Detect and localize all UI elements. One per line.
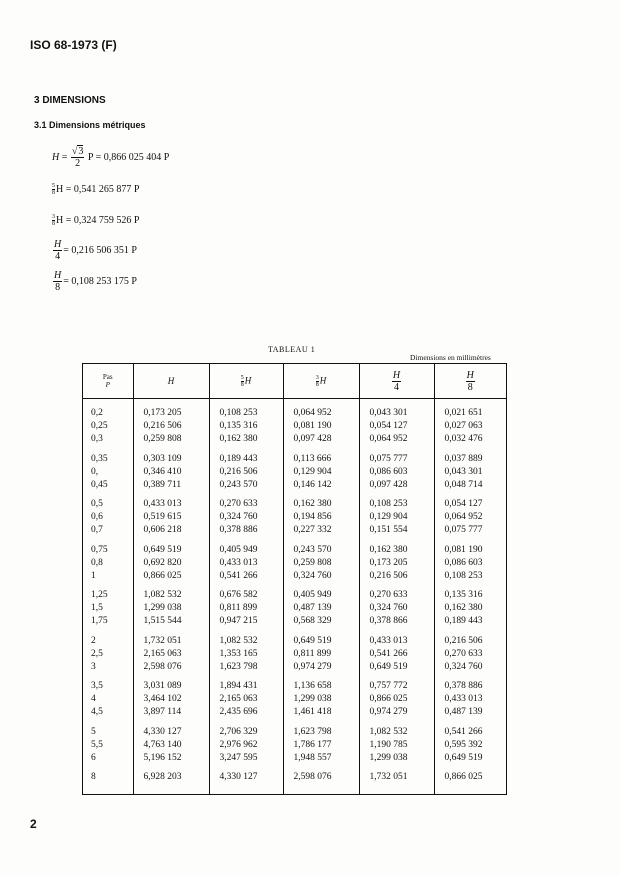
table-cell: 0,189 443 <box>444 616 483 626</box>
table-cell: 0,487 139 <box>293 603 332 613</box>
document-header: ISO 68-1973 (F) <box>30 38 117 52</box>
column-h-over-8 <box>434 399 506 795</box>
table-cell: 0,162 380 <box>369 544 408 555</box>
table-cell: 0,032 476 <box>444 434 483 444</box>
table-cell: 0,108 253 <box>369 499 408 509</box>
table-cell: 0,811 899 <box>293 648 332 659</box>
table-cell: 0,146 142 <box>293 479 332 490</box>
column-3-8-h <box>283 399 359 795</box>
table-cell: 0,259 808 <box>143 434 182 444</box>
header-pas: Pas P <box>83 364 133 399</box>
table-cell: 0,541 266 <box>369 648 408 659</box>
table-cell: 0,811 899 <box>219 603 258 613</box>
table-cell: 0,081 190 <box>444 544 483 555</box>
table-cell: 1,082 532 <box>219 635 258 646</box>
table-cell: 0,189 443 <box>219 453 258 464</box>
formula-rhs: = 0,108 253 175 P <box>63 275 137 287</box>
table-cell: 0,048 714 <box>444 479 483 490</box>
table-cell: 0,866 025 <box>444 772 483 782</box>
table-cell: 0,595 392 <box>444 739 483 750</box>
fraction-3-8: $\frac{3}{8}$ <box>52 214 55 227</box>
table-cell: 0,162 380 <box>293 499 332 509</box>
table-cell: 0,541 266 <box>219 570 258 581</box>
table-cell: 0,173 205 <box>143 408 182 418</box>
thread-dimensions-table <box>82 363 507 795</box>
table-cell: 0,064 952 <box>369 434 408 444</box>
table-cell: 1,299 038 <box>143 603 182 613</box>
table-cell: 0,7 <box>91 525 103 535</box>
table-cell: 2,598 076 <box>293 772 332 782</box>
table-cell: 0,135 316 <box>219 421 258 431</box>
section-title: 3 DIMENSIONS <box>34 95 106 106</box>
table-cell: 2,435 696 <box>219 707 258 717</box>
table-cell: 0,270 633 <box>219 499 258 509</box>
table-cell: 0,129 904 <box>369 512 408 522</box>
table-cell: 0, <box>91 466 99 477</box>
formula-rhs: H = 0,541 265 877 P <box>56 183 140 195</box>
table-caption: TABLEAU 1 <box>268 345 316 354</box>
table-cell: 1,299 038 <box>369 752 408 763</box>
table-cell: 0,043 301 <box>444 466 483 477</box>
table-cell: 0,433 013 <box>369 635 408 646</box>
table-cell: 0,054 127 <box>444 499 483 509</box>
table-cell: 5,5 <box>91 739 103 750</box>
table-cell: 0,378 886 <box>444 681 483 691</box>
table-cell: 0,216 506 <box>369 570 408 581</box>
table-cell: 1,190 785 <box>369 739 408 750</box>
table-cell: 3,247 595 <box>219 752 258 763</box>
table-cell: 0,216 506 <box>219 466 258 477</box>
table-cell: 0,2 <box>91 408 103 418</box>
table-cell: 2,5 <box>91 648 103 659</box>
table-cell: 0,135 316 <box>444 590 483 600</box>
table-cell: 0,270 633 <box>369 590 408 600</box>
table-cell: 1,25 <box>91 590 108 600</box>
table-cell: 0,043 301 <box>369 408 408 418</box>
fraction-h-8: $\frac{H}{8}$ <box>54 270 62 293</box>
table-cell: 1,299 038 <box>293 694 332 704</box>
table-cell: 3,464 102 <box>143 694 182 704</box>
table-cell: 0,108 253 <box>444 570 483 581</box>
table-cell: 0,054 127 <box>369 421 408 431</box>
table-cell: 1,082 532 <box>143 590 182 600</box>
table-cell: 1,623 798 <box>219 661 258 672</box>
table-cell: 0,568 329 <box>293 616 332 626</box>
table-cell: 4,330 127 <box>143 726 182 737</box>
table-cell: 0,8 <box>91 557 103 568</box>
table-cell: 0,346 410 <box>143 466 182 477</box>
table-cell: 2,598 076 <box>143 661 182 672</box>
table-cell: 0,5 <box>91 499 103 509</box>
header-3-8-h: $\frac{3}{8}$ H <box>283 364 359 399</box>
table-cell: 1,786 177 <box>293 739 332 750</box>
table-cell: 1,082 532 <box>369 726 408 737</box>
formula-rhs: = 0,216 506 351 P <box>63 244 137 256</box>
table-cell: 0,021 651 <box>444 408 483 418</box>
header-h-over-8: $\frac{H}{8}$ <box>434 364 506 399</box>
formula-h-over-4 <box>52 239 137 262</box>
table-cell: 0,378 886 <box>219 525 258 535</box>
header-h-over-4: $\frac{H}{4}$ <box>359 364 434 399</box>
table-cell: 0,75 <box>91 544 108 555</box>
table-cell: 0,086 603 <box>444 557 483 568</box>
table-cell: 0,162 380 <box>219 434 258 444</box>
table-cell: 4,5 <box>91 707 103 717</box>
formula-lhs: H <box>52 151 60 163</box>
table-cell: 0,097 428 <box>369 479 408 490</box>
table-cell: 0,259 808 <box>293 557 332 568</box>
table-cell: 0,649 519 <box>444 752 483 763</box>
subsection-title: 3.1 Dimensions métriques <box>34 120 146 130</box>
table-cell: 0,270 633 <box>444 648 483 659</box>
table-cell: 0,606 218 <box>143 525 182 535</box>
table-cell: 0,097 428 <box>293 434 332 444</box>
table-header-row <box>83 364 506 399</box>
table-cell: 0,866 025 <box>369 694 408 704</box>
table-cell: 0,649 519 <box>293 635 332 646</box>
table-cell: 1,5 <box>91 603 103 613</box>
table-cell: 6 <box>91 752 96 763</box>
sqrt3-over-2: $\frac{√3}{2}$ <box>71 146 84 169</box>
table-cell: 0,692 820 <box>143 557 182 568</box>
table-cell: 0,487 139 <box>444 707 483 717</box>
table-cell: 0,075 777 <box>369 453 408 464</box>
table-cell: 2,165 063 <box>143 648 182 659</box>
table-cell: 0,3 <box>91 434 103 444</box>
table-cell: 0,519 615 <box>143 512 182 522</box>
table-cell: 0,389 711 <box>143 479 182 490</box>
table-cell: 8 <box>91 772 96 782</box>
table-cell: 2 <box>91 635 96 646</box>
column-h-over-4 <box>359 399 434 795</box>
table-cell: 2,165 063 <box>219 694 258 704</box>
table-cell: 3,897 114 <box>143 707 182 717</box>
table-cell: 0,162 380 <box>444 603 483 613</box>
table-cell: 4,763 140 <box>143 739 182 750</box>
table-cell: 0,541 266 <box>444 726 483 737</box>
table-cell: 1,894 431 <box>219 681 258 691</box>
table-cell: 0,129 904 <box>293 466 332 477</box>
table-cell: 0,243 570 <box>219 479 258 490</box>
table-cell: 0,303 109 <box>143 453 182 464</box>
table-cell: 0,086 603 <box>369 466 408 477</box>
table-cell: 0,194 856 <box>293 512 332 522</box>
header-h: H <box>133 364 209 399</box>
table-cell: 0,405 949 <box>219 544 258 555</box>
table-cell: 1,732 051 <box>369 772 408 782</box>
table-cell: 1,353 165 <box>219 648 258 659</box>
table-cell: 0,676 582 <box>219 590 258 600</box>
table-cell: 0,324 760 <box>444 661 483 672</box>
table-cell: 1,948 557 <box>293 752 332 763</box>
table-cell: 1 <box>91 570 96 581</box>
fraction-5-8: $\frac{5}{8}$ <box>52 183 55 196</box>
table-cell: 0,405 949 <box>293 590 332 600</box>
table-cell: 0,064 952 <box>293 408 332 418</box>
table-cell: 0,757 772 <box>369 681 408 691</box>
formula-5-8-h <box>52 183 139 196</box>
formula-3-8-h <box>52 214 139 227</box>
table-cell: 1,623 798 <box>293 726 332 737</box>
table-cell: 3 <box>91 661 96 672</box>
table-cell: 0,324 760 <box>369 603 408 613</box>
table-cell: 0,649 519 <box>369 661 408 672</box>
table-cell: 0,866 025 <box>143 570 182 581</box>
formula-h: H = $\frac{√3}{2}$ P = 0,866 025 404 P <box>52 146 170 169</box>
formula-rhs: H = 0,324 759 526 P <box>56 214 140 226</box>
table-cell: 0,45 <box>91 479 108 490</box>
table-cell: 0,433 013 <box>143 499 182 509</box>
header-5-8-h: $\frac{5}{8}$ H <box>209 364 283 399</box>
table-cell: 0,216 506 <box>143 421 182 431</box>
sqrt-radicand: 3 <box>78 146 84 157</box>
table-cell: 3,5 <box>91 681 103 691</box>
table-cell: 0,151 554 <box>369 525 408 535</box>
table-cell: 0,113 666 <box>293 453 332 464</box>
table-cell: 0,064 952 <box>444 512 483 522</box>
table-units: Dimensions en millimètres <box>410 353 491 362</box>
formula-h-over-8 <box>52 270 137 293</box>
table-cell: 4 <box>91 694 96 704</box>
formula-rhs: P = 0,866 025 404 P <box>87 151 170 163</box>
table-cell: 0,6 <box>91 512 103 522</box>
table-cell: 5,196 152 <box>143 752 182 763</box>
table-cell: 0,378 866 <box>369 616 408 626</box>
table-cell: 1,515 544 <box>143 616 182 626</box>
table-cell: 0,649 519 <box>143 544 182 555</box>
table-cell: 1,75 <box>91 616 108 626</box>
table-cell: 0,216 506 <box>444 635 483 646</box>
table-cell: 0,324 760 <box>293 570 332 581</box>
table-cell: 0,081 190 <box>293 421 332 431</box>
table-cell: 0,433 013 <box>219 557 258 568</box>
table-cell: 4,330 127 <box>219 772 258 782</box>
table-cell: 0,173 205 <box>369 557 408 568</box>
column-h <box>133 399 209 795</box>
column-pas <box>83 399 133 795</box>
table-cell: 3,031 089 <box>143 681 182 691</box>
page-number: 2 <box>30 817 37 831</box>
table-cell: 0,433 013 <box>444 694 483 704</box>
fraction-denominator: 2 <box>75 158 81 169</box>
table-cell: 0,25 <box>91 421 108 431</box>
table-cell: 0,947 215 <box>219 616 258 626</box>
fraction-h-4: $\frac{H}{4}$ <box>54 239 62 262</box>
table-cell: 1,136 658 <box>293 681 332 691</box>
table-cell: 0,974 279 <box>369 707 408 717</box>
table-cell: 0,027 063 <box>444 421 483 431</box>
table-cell: 0,243 570 <box>293 544 332 555</box>
table-cell: 0,974 279 <box>293 661 332 672</box>
table-cell: 0,037 889 <box>444 453 483 464</box>
table-cell: 2,706 329 <box>219 726 258 737</box>
column-5-8-h <box>209 399 283 795</box>
table-cell: 0,35 <box>91 453 108 464</box>
table-cell: 0,108 253 <box>219 408 258 418</box>
table-cell: 2,976 962 <box>219 739 258 750</box>
table-cell: 1,461 418 <box>293 707 332 717</box>
table-cell: 6,928 203 <box>143 772 182 782</box>
table-cell: 5 <box>91 726 96 737</box>
table-cell: 0,227 332 <box>293 525 332 535</box>
table-cell: 0,324 760 <box>219 512 258 522</box>
table-cell: 1,732 051 <box>143 635 182 646</box>
table-cell: 0,075 777 <box>444 525 483 535</box>
